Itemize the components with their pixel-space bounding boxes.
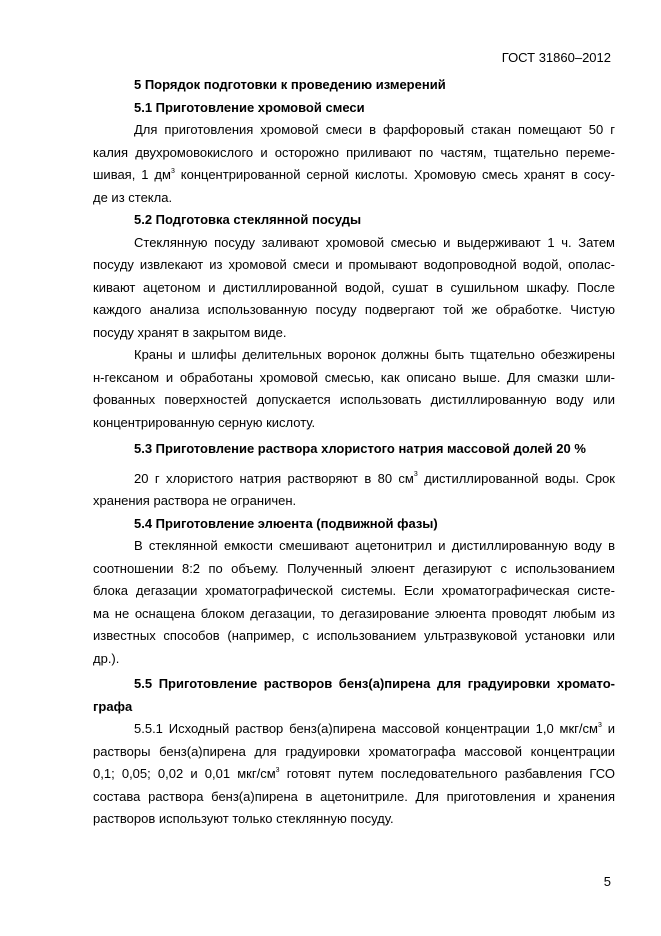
text-line: блока дегазации хроматографической системы. Если хроматографическая систе- [93, 583, 615, 598]
text-line: хранения раствора не ограничен. [93, 493, 297, 508]
text-fragment: и [601, 721, 615, 736]
section-5-1-paragraph [93, 119, 615, 209]
section-5-5-title [93, 673, 615, 718]
section-5-title: 5 Порядок подготовки к проведению измерений [134, 77, 446, 92]
document-body [93, 74, 615, 831]
text-line: В стеклянной емкости смешивают ацетонитрил и дистиллированную воду в [134, 538, 615, 553]
text-line: кивают ацетоном и дистиллированной водой, сушат в сушильном шкафу. После [93, 279, 615, 295]
text-line [93, 164, 615, 187]
text-line: известных способов (например, с использованием ультразвуковой установки или [93, 628, 615, 643]
superscript: 3 [170, 167, 175, 175]
text-line: концентрированную серную кислоту. [93, 414, 316, 430]
section-5-2-paragraph-2 [93, 344, 615, 434]
text-line: посуду хранят в закрытом виде. [93, 324, 287, 340]
text-line: растворы бенз(а)пирена для градуировки хроматографа массовой концентрации [93, 743, 615, 759]
text-line: состава раствора бенз(а)пирена в ацетонитриле. Для приготовления и хранения [93, 788, 615, 804]
text-line: каждого анализа использованную посуду подвергают той же обработке. Чистую [93, 302, 615, 317]
text-line: фованных поверхностей допускается использовать дистиллированную воду или [93, 392, 615, 407]
superscript: 3 [275, 766, 280, 774]
superscript: 3 [597, 721, 602, 729]
section-5-3-paragraph [93, 468, 615, 513]
text-line [93, 468, 615, 491]
text-fragment: дистиллированной воды. Срок [417, 470, 615, 486]
text-line: Краны и шлифы делительных воронок должны быть тщательно обезжирены [134, 347, 615, 362]
text-fragment: шивая, 1 дм [93, 167, 171, 182]
text-fragment: 5.5.1 Исходный раствор бенз(а)пирена массовой концентрации 1,0 мкг/см [134, 721, 598, 736]
text-fragment: 0,1; 0,05; 0,02 и 0,01 мкг/см [93, 766, 276, 781]
page-number: 5 [603, 874, 611, 889]
section-5-2-title: 5.2 Подготовка стеклянной посуды [134, 212, 362, 227]
text-fragment: 20 г хлористого натрия растворяют в 80 см [134, 470, 414, 486]
text-line: ма не оснащена блоком дегазации, то дегазирование элюента проводят любым из [93, 605, 615, 621]
section-5-3-title: 5.3 Приготовление раствора хлористого натрия массовой долей 20 % [134, 441, 586, 456]
text-line: соотношении 8:2 по объему. Полученный элюент дегазируют с использованием [93, 560, 615, 576]
title-line: графа [93, 698, 133, 714]
text-line: калия двухромовокислого и осторожно приливают по частям, тщательно переме- [93, 144, 615, 160]
text-line: Для приготовления хромовой смеси в фарфоровый стакан помещают 50 г [134, 122, 615, 137]
text-fragment: концентрированной серной кислоты. Хромовую смесь хранят в сосу- [174, 167, 615, 182]
section-5-4-paragraph [93, 535, 615, 670]
section-5-5-1-paragraph [93, 718, 615, 831]
text-fragment: готовят путем последовательного разбавления ГСО [279, 766, 615, 781]
text-line [93, 763, 615, 786]
text-line: н-гексаном и обработаны хромовой смесью, как описано выше. Для смазки шли- [93, 369, 615, 385]
superscript: 3 [413, 471, 418, 479]
text-line: растворов используют только стеклянную посуду. [93, 811, 394, 826]
title-line: 5.5 Приготовление растворов бенз(а)пирена для градуировки хромато- [134, 676, 615, 691]
section-5-2-paragraph-1 [93, 232, 615, 345]
section-5-1-title: 5.1 Приготовление хромовой смеси [134, 99, 365, 115]
document-header: ГОСТ 31860–2012 [501, 50, 611, 65]
text-line: Стеклянную посуду заливают хромовой смесью и выдерживают 1 ч. Затем [134, 234, 615, 250]
text-line [93, 718, 615, 741]
section-5-4-title: 5.4 Приготовление элюента (подвижной фазы) [134, 515, 438, 531]
text-line: посуду извлекают из хромовой смеси и промывают водопроводной водой, ополас- [93, 257, 615, 272]
text-line: др.). [93, 650, 120, 666]
text-line: де из стекла. [93, 189, 173, 205]
